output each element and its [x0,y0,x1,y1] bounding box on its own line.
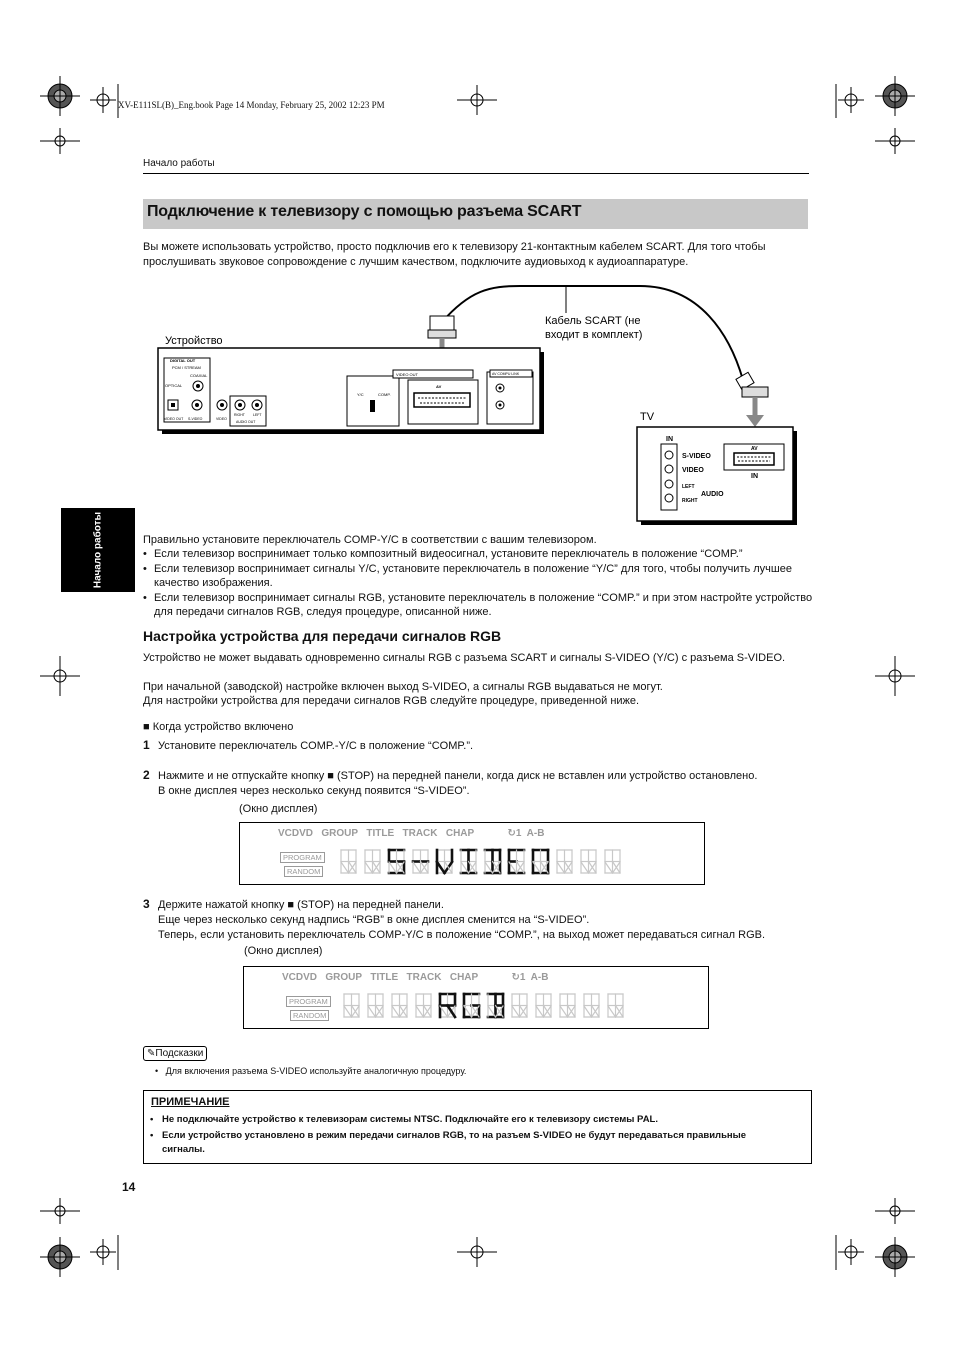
random-indicator: RANDOM [284,866,323,877]
side-tab [61,508,135,592]
segment-cell [458,848,479,875]
segment-digit [605,992,626,1019]
step-2-number: 2 [143,768,150,782]
svg-text:VIDEO: VIDEO [682,467,704,474]
step-line: В окне дисплея через несколько секунд появится “S-VIDEO”. [158,785,470,797]
segment-digit [437,992,458,1019]
segment-cell [602,848,623,875]
segment-cell [578,848,599,875]
side-tab-label: Начало работы [92,511,104,589]
segment-digit [461,992,482,1019]
segment-digit [410,848,431,875]
tips [143,1043,207,1061]
step-2-text [158,769,818,799]
display-caption-2: (Окно дисплея) [244,945,323,957]
bullet-item: • Если телевизор воспринимает сигналы Y/C, установите переключатель в положение “Y/C” для того, чтобы получить лучшее качество изображения. [143,562,813,591]
svg-text:VIDEO OUT: VIDEO OUT [164,417,184,421]
cable-label-1: Кабель SCART (не [545,315,641,327]
segment-digit [458,848,479,875]
segment-digit [554,848,575,875]
segment-cell [410,848,431,875]
step-3-text [158,898,818,943]
tv-label: TV [640,411,655,423]
program-indicator: PROGRAM [280,852,325,863]
display-indicators: VCDVD GROUP TITLE TRACK CHAP ↻1 A-B [282,972,549,983]
condition-line: ■ Когда устройство включено [143,721,294,733]
segment-cell [437,992,458,1019]
tip-text: • Для включения разъема S-VIDEO используйте аналогичную процедуру. [155,1066,467,1076]
step-1-number: 1 [143,738,150,752]
segment-digit [506,848,527,875]
note-item: • Не подключайте устройство к телевизорам системы NTSC. Подключайте его к телевизору системы PAL. [162,1113,782,1127]
bullet-item: • Если телевизор воспринимает только композитный видеосигнал, установите переключатель в положение “COMP.” [143,547,813,562]
rgb-paragraph-1: Устройство не может выдавать одновременно сигналы RGB с разъема SCART и сигналы S-VIDEO (Y/C) с разъема S-VIDEO. [143,652,786,664]
connection-diagram [140,280,810,530]
svg-text:AUDIO OUT: AUDIO OUT [236,420,256,424]
segment-digit [602,848,623,875]
segment-cell [389,992,410,1019]
svg-text:RIGHT: RIGHT [234,413,245,417]
segment-cell [434,848,455,875]
svg-text:IN: IN [666,436,673,443]
page-number: 14 [122,1180,136,1194]
segment-cell [338,848,359,875]
segment-cell [581,992,602,1019]
step-line: Теперь, если установить переключатель COMP-Y/C в положение “COMP.”, на выход может передаваться сигнал RGB. [158,929,766,941]
section-label: Начало работы [143,158,215,169]
cable-label-2: входит в комплект) [545,329,643,341]
program-indicator: PROGRAM [286,996,331,1007]
segment-digit [578,848,599,875]
step-line: Нажмите и не отпускайте кнопку ■ (STOP) на передней панели, когда диск не вставлен или устройство остановлено. [158,770,758,782]
svg-text:DIGITAL OUT: DIGITAL OUT [170,358,196,363]
tips-badge: ✎Подсказки [143,1046,207,1061]
segment-digit [509,992,530,1019]
display-window-1 [239,822,705,885]
intro-paragraph: Вы можете использовать устройство, просто подключив его к телевизору 21-контактным кабелем SCART. Для того чтобы прослушивать звуковое сопровождение с лучшим качеством, подключите аудиовыход к аудиоаппаратуре. [143,241,766,268]
segment-cell [362,848,383,875]
device-rear-panel [158,348,544,434]
svg-text:AV: AV [751,446,758,452]
display-window-2 [243,966,709,1029]
step-1-text [158,739,818,754]
segment-digit [482,848,503,875]
svg-text:LEFT: LEFT [682,484,695,490]
segment-cell [485,992,506,1019]
svg-text:RIGHT: RIGHT [682,498,698,504]
tv-rear-panel [637,427,797,525]
segment-display [341,992,626,1019]
segment-digit [557,992,578,1019]
note-item: • Если устройство установлено в режим передачи сигналов RGB, то на разъем S-VIDEO не будут передаваться правильные сигналы. [162,1129,782,1157]
segment-digit [365,992,386,1019]
svg-text:VIDEO OUT: VIDEO OUT [396,372,419,377]
page-title-bar [143,199,808,229]
svg-text:AUDIO: AUDIO [701,491,724,498]
segment-digit [485,992,506,1019]
device-label: Устройство [165,335,223,347]
svg-text:COMP.: COMP. [378,392,391,397]
bullet-item: • Если телевизор воспринимает сигналы RGB, установите переключатель в положение “COMP.” и при этом настройте устройство для передачи сигналов RGB, следуя процедуре, описанной ниже. [143,591,813,620]
svg-text:OPTICAL: OPTICAL [165,383,183,388]
instructions-lead: Правильно установите переключатель COMP-Y/C в соответствии с вашим телевизором. [143,534,597,546]
segment-cell [554,848,575,875]
segment-display [338,848,623,875]
segment-digit [581,992,602,1019]
segment-cell [413,992,434,1019]
segment-cell [341,992,362,1019]
svg-text:VIDEO: VIDEO [216,417,227,421]
note-box [143,1090,812,1164]
segment-cell [557,992,578,1019]
instructions-bullets [143,547,813,620]
segment-cell [461,992,482,1019]
display-indicators: VCDVD GROUP TITLE TRACK CHAP ↻1 A-B [278,828,545,839]
page-title: Подключение к телевизору с помощью разъема SCART [147,203,582,220]
segment-digit [338,848,359,875]
step-line: Держите нажатой кнопку ■ (STOP) на передней панели. [158,899,444,911]
svg-text:S-VIDEO: S-VIDEO [682,453,711,460]
segment-cell [386,848,407,875]
segment-digit [434,848,455,875]
svg-text:AV COMPU LINK: AV COMPU LINK [492,372,520,376]
svg-text:AV: AV [436,384,442,389]
svg-text:Y/C: Y/C [357,392,364,397]
segment-cell [365,992,386,1019]
svg-text:IN: IN [751,473,758,480]
segment-digit [530,848,551,875]
rgb-paragraph-2: При начальной (заводской) настройке включен выход S-VIDEO, а сигналы RGB выдаваться не могут. [143,681,663,693]
display-caption-1: (Окно дисплея) [239,803,318,815]
svg-text:PCM / STREAM: PCM / STREAM [172,365,201,370]
segment-digit [533,992,554,1019]
segment-digit [389,992,410,1019]
segment-cell [482,848,503,875]
segment-digit [413,992,434,1019]
file-info: XV-E111SL(B)_Eng.book Page 14 Monday, February 25, 2002 12:23 PM [118,100,385,110]
svg-text:LEFT: LEFT [253,413,262,417]
segment-digit [341,992,362,1019]
segment-cell [530,848,551,875]
step-3-number: 3 [143,897,150,911]
svg-text:S-VIDEO: S-VIDEO [188,417,203,421]
segment-cell [509,992,530,1019]
segment-cell [533,992,554,1019]
note-title: ПРИМЕЧАНИЕ [151,1096,230,1108]
segment-cell [506,848,527,875]
random-indicator: RANDOM [290,1010,329,1021]
step-line: Еще через несколько секунд надпись “RGB” в окне дисплея сменится на “S-VIDEO”. [158,914,590,926]
rgb-paragraph-3: Для настройки устройства для передачи сигналов RGB следуйте процедуре, приведенной ниже. [143,695,640,707]
segment-cell [605,992,626,1019]
svg-text:COAXIAL: COAXIAL [190,373,208,378]
tv-scart-plug [736,372,768,427]
step-line: Установите переключатель COMP.-Y/C в положение “COMP.”. [158,740,474,752]
segment-digit [362,848,383,875]
segment-digit [386,848,407,875]
header-rule [143,173,809,174]
rgb-heading: Настройка устройства для передачи сигналов RGB [143,628,502,644]
